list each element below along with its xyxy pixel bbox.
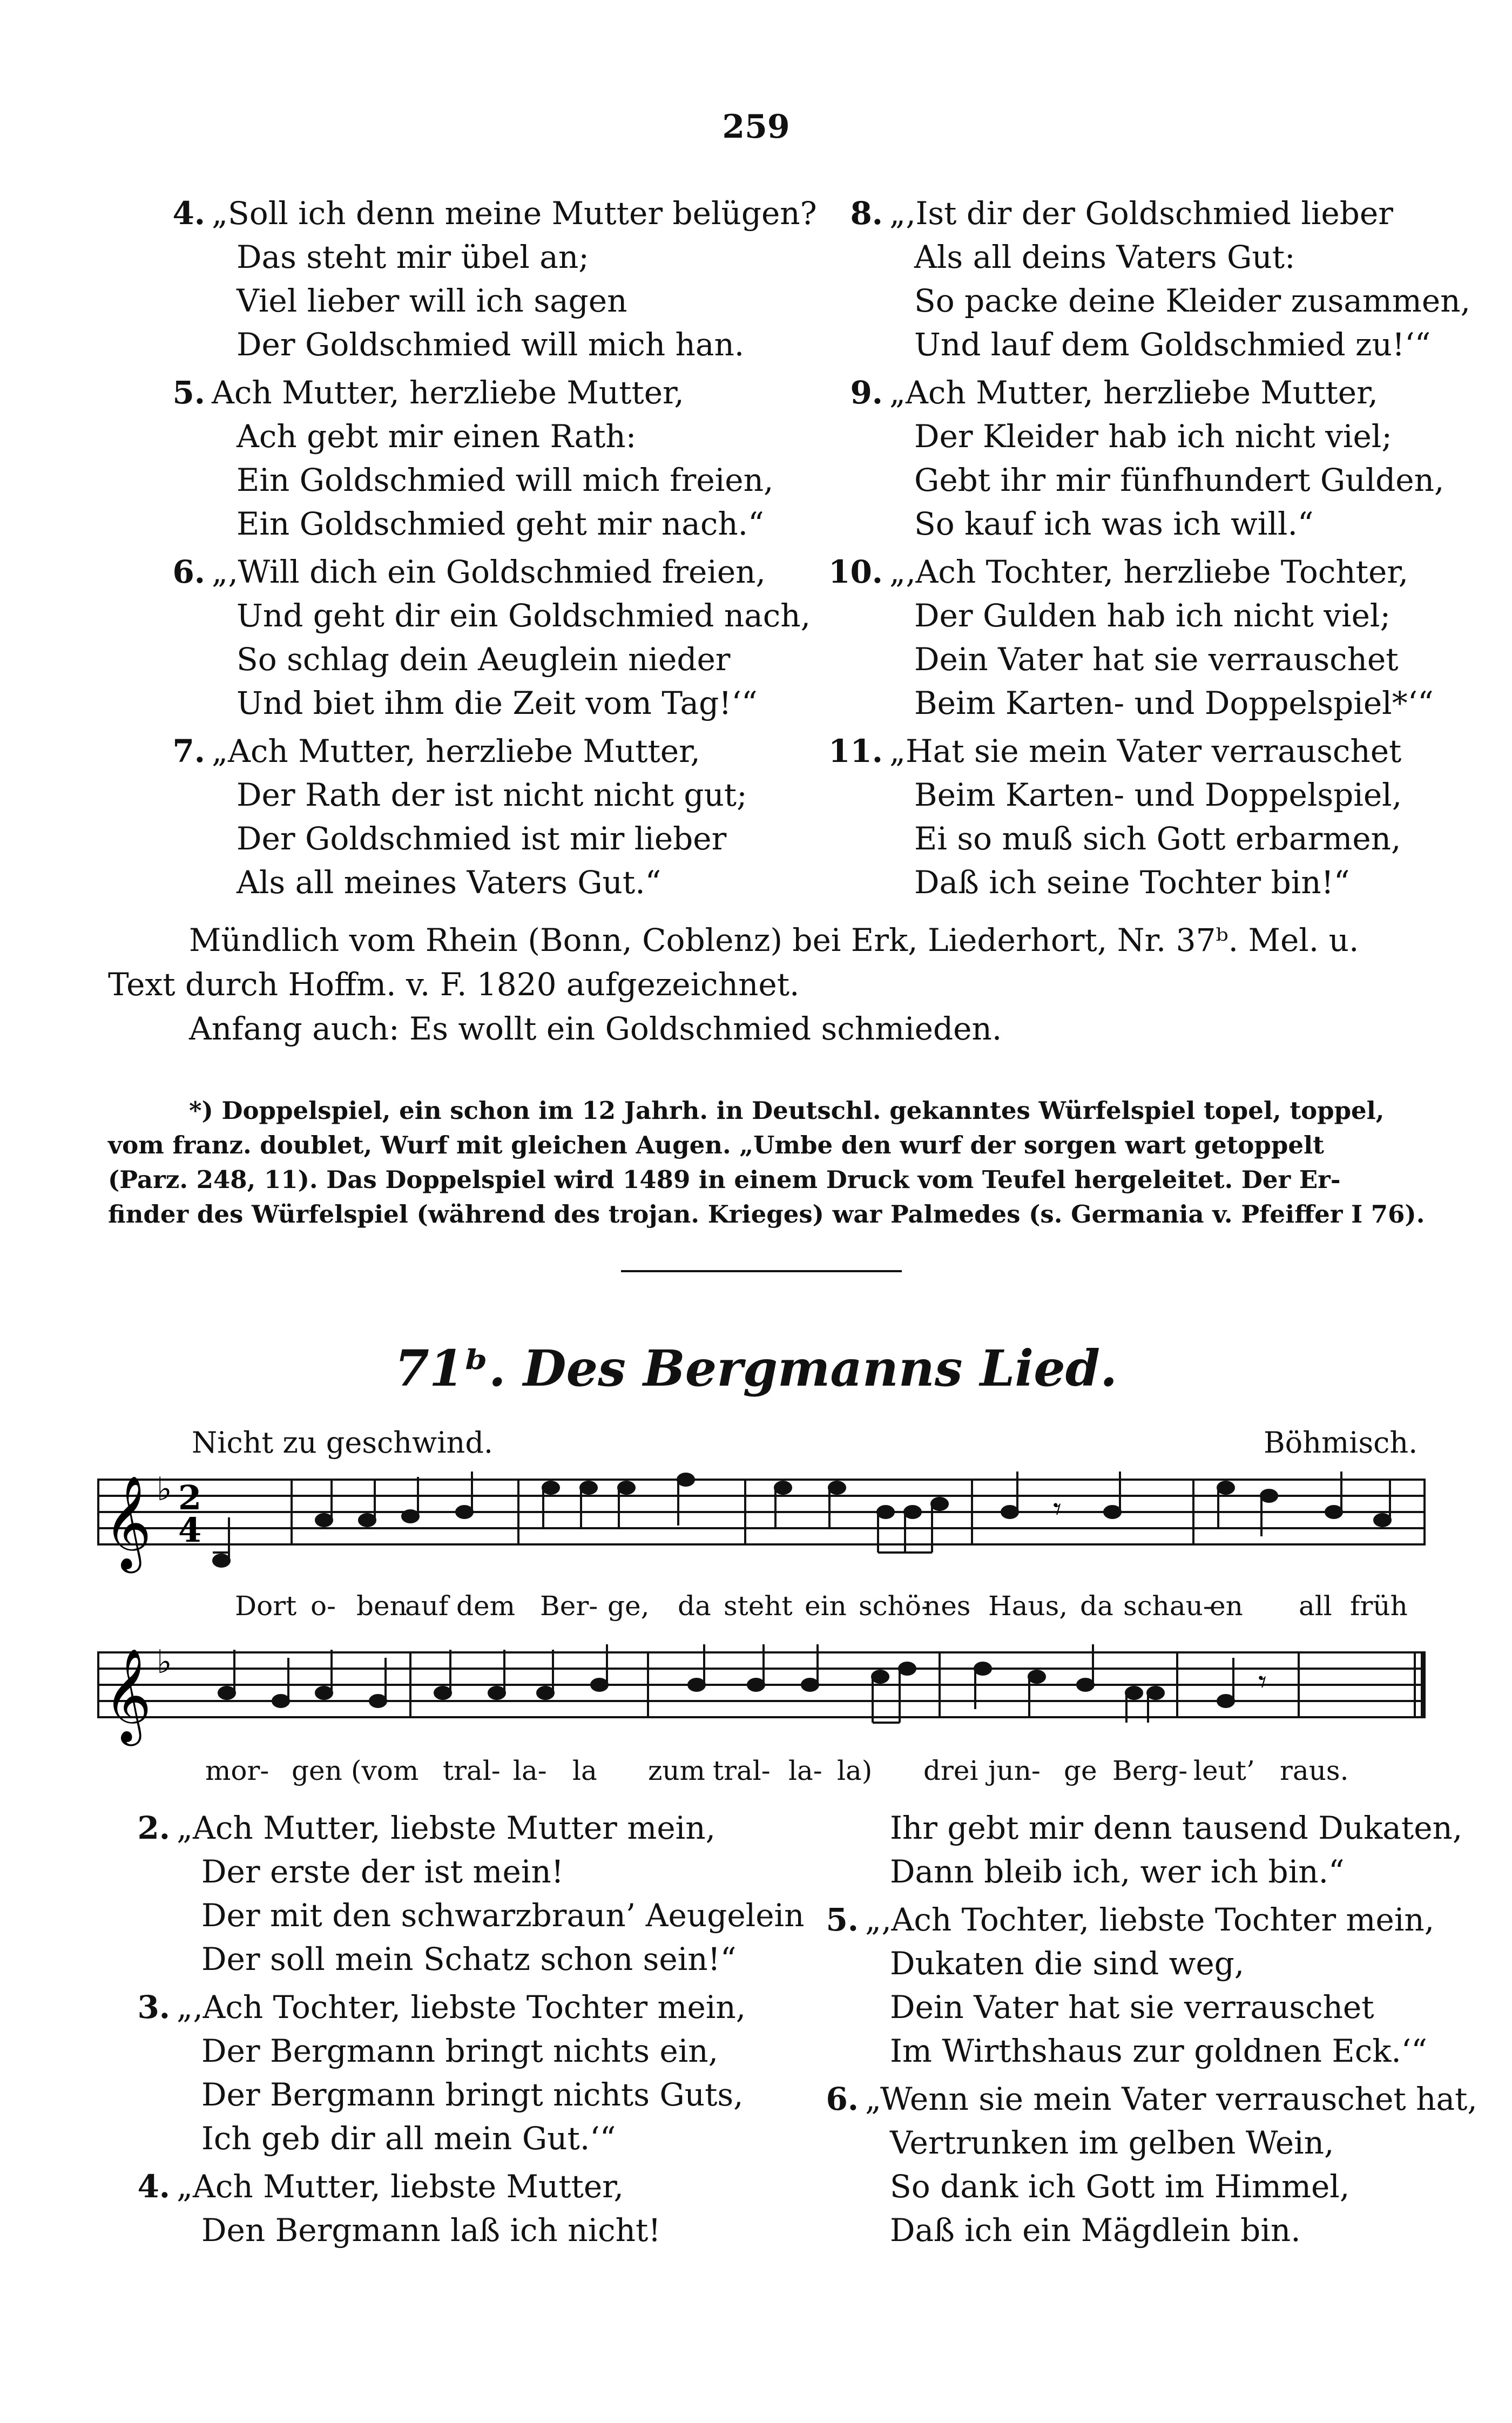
verse-text: „‚Ach Tochter, herzliebe Tochter, — [889, 554, 1409, 590]
verse-line — [162, 458, 783, 502]
verse-line — [824, 279, 1472, 323]
verse-text: Und biet ihm die Zeit vom Tag!‘“ — [237, 685, 758, 721]
eighth-rest-icon: 𝄾 — [1258, 1663, 1267, 1701]
verse-text: Der Goldschmied ist mir lieber — [237, 820, 727, 857]
time-signature-top: 2 — [178, 1478, 202, 1517]
verse-line — [162, 817, 783, 861]
verse-number: 2. — [137, 1810, 170, 1846]
verse-line — [810, 1898, 1485, 1942]
verse-text: Beim Karten- und Doppelspiel, — [914, 777, 1402, 813]
verse-line — [824, 773, 1472, 817]
verse-text: Der Goldschmied will mich han. — [237, 326, 745, 363]
footnote — [108, 1094, 1425, 1232]
verse-text: Ach Mutter, herzliebe Mutter, — [212, 374, 684, 411]
origin-marking: Böhmisch. — [1264, 1426, 1418, 1460]
lyric-syllable: gen — [292, 1755, 342, 1786]
lyrics-line-2 — [97, 1755, 1426, 1793]
verse-line — [162, 730, 783, 773]
lyric-syllable: dem — [456, 1590, 516, 1622]
verse-text: „‚Will dich ein Goldschmied freien, — [212, 554, 766, 590]
verse-line — [127, 1850, 802, 1894]
flat-icon: ♭ — [157, 1643, 172, 1681]
verse-line — [162, 415, 783, 458]
lyric-syllable: zum — [648, 1755, 705, 1786]
lyric-syllable: ge — [1064, 1755, 1097, 1786]
verse-text: Dann bleib ich, wer ich bin.“ — [890, 1853, 1345, 1890]
verse-text: Ach gebt mir einen Rath: — [237, 418, 637, 455]
verse-text: Vertrunken im gelben Wein, — [890, 2124, 1334, 2161]
verse-line — [824, 371, 1472, 415]
verse-text: Der soll mein Schatz schon sein!“ — [201, 1941, 737, 1977]
verse-number: 10. — [828, 554, 883, 590]
source-line: Mündlich vom Rhein (Bonn, Coblenz) bei Erk, Liederhort, Nr. 37ᵇ. Mel. u. — [189, 922, 1359, 959]
lyric-syllable: en — [1210, 1590, 1243, 1622]
verse-text: „‚Ach Tochter, liebste Tochter mein, — [177, 1989, 746, 2026]
verse-text: So kauf ich was ich will.“ — [914, 505, 1314, 542]
source-note — [108, 918, 1359, 1051]
verse-line — [162, 594, 811, 638]
lyric-syllable: tral- — [443, 1755, 501, 1786]
lyric-syllable: o- — [310, 1590, 336, 1622]
verse-text: Dein Vater hat sie verrauschet — [890, 1989, 1374, 2026]
music-staff-1 — [97, 1458, 1426, 1588]
verse-line — [824, 861, 1472, 905]
lyric-syllable: mor- — [205, 1755, 269, 1786]
verse-line — [127, 2209, 802, 2252]
lyric-syllable: ben — [356, 1590, 407, 1622]
lyric-syllable: (vom — [351, 1755, 419, 1786]
lyric-syllable: ge, — [608, 1590, 650, 1622]
verse-line — [824, 502, 1472, 546]
verse-text: Beim Karten- und Doppelspiel*‘“ — [914, 685, 1434, 721]
verse-text: Den Bergmann laß ich nicht! — [201, 2212, 661, 2249]
verse-text: „Ach Mutter, herzliebe Mutter, — [212, 733, 700, 770]
verse-text: So schlag dein Aeuglein nieder — [237, 641, 731, 678]
verse-line — [127, 1986, 802, 2029]
verse-line — [824, 235, 1472, 279]
lyric-syllable: drei — [923, 1755, 978, 1786]
verse-number: 3. — [137, 1989, 170, 2026]
treble-clef-icon: 𝄞 — [104, 1475, 152, 1569]
verse-text: Viel lieber will ich sagen — [237, 282, 627, 319]
lyric-syllable: la- — [513, 1755, 547, 1786]
lyric-syllable: leut’ — [1193, 1755, 1255, 1786]
verse-line — [127, 1938, 802, 1981]
verse-line — [162, 550, 783, 594]
page-number: 259 — [722, 108, 790, 146]
verse-number: 6. — [172, 554, 205, 590]
verse-number: 5. — [172, 374, 205, 411]
verse-line — [824, 638, 1472, 681]
verse-text: Der Rath der ist nicht nicht gut; — [237, 777, 747, 813]
verse-text: Das steht mir übel an; — [237, 239, 589, 275]
verse-line — [824, 730, 1472, 773]
lyric-syllable: auf — [405, 1590, 449, 1622]
verse-text: Der erste der ist mein! — [201, 1853, 564, 1890]
verse-text: Ihr gebt mir denn tausend Dukaten, — [890, 1810, 1463, 1846]
lyric-syllable: nes — [923, 1590, 971, 1622]
lyric-syllable: la — [572, 1755, 597, 1786]
verse-text: Gebt ihr mir fünfhundert Gulden, — [914, 462, 1444, 498]
verse-text: Ich geb dir all mein Gut.‘“ — [201, 2120, 616, 2157]
verse-line — [162, 371, 783, 415]
verse-line — [810, 2165, 1485, 2209]
verse-line — [127, 1806, 802, 1850]
verse-line — [162, 235, 783, 279]
music-staff-2 — [97, 1631, 1426, 1750]
verse-text: „Ach Mutter, liebste Mutter mein, — [177, 1810, 716, 1846]
verse-line — [162, 681, 783, 725]
verse-line — [127, 2029, 802, 2073]
verse-text: So dank ich Gott im Himmel, — [890, 2168, 1350, 2205]
verse-line — [162, 279, 783, 323]
verse-text: Der Kleider hab ich nicht viel; — [914, 418, 1392, 455]
lyric-syllable: ein — [805, 1590, 847, 1622]
footnote-line: *) Doppelspiel, ein schon im 12 Jahrh. in Deutschl. gekanntes Würfelspiel topel, toppel, — [189, 1096, 1385, 1125]
lyrics-line-1 — [97, 1590, 1426, 1628]
verse-text: Als all deins Vaters Gut: — [914, 239, 1295, 275]
verse-text: Ei so muß sich Gott erbarmen, — [914, 820, 1401, 857]
verse-line — [810, 2121, 1485, 2165]
verse-number: 4. — [137, 2168, 170, 2205]
verse-text: Daß ich seine Tochter bin!“ — [914, 864, 1350, 901]
lyric-syllable: schö- — [859, 1590, 930, 1622]
source-line: Text durch Hoffm. v. F. 1820 aufgezeichnet. — [108, 966, 800, 1003]
lyric-syllable: jun- — [988, 1755, 1041, 1786]
verse-text: Der Gulden hab ich nicht viel; — [914, 597, 1391, 634]
footnote-line: vom franz. doublet, Wurf mit gleichen Augen. „Umbe den wurf der sorgen wart getoppelt — [108, 1131, 1324, 1159]
verses-top-left — [162, 192, 817, 909]
verse-line — [162, 638, 783, 681]
verse-line — [824, 550, 1472, 594]
verse-number: 9. — [850, 374, 883, 411]
verse-line — [824, 415, 1472, 458]
verses-bottom-right — [810, 1806, 1485, 2257]
verse-number: 6. — [826, 2081, 859, 2117]
lyric-syllable: la- — [788, 1755, 822, 1786]
verse-text: „‚Ach Tochter, liebste Tochter mein, — [865, 1901, 1435, 1938]
verse-text: Als all meines Vaters Gut.“ — [237, 864, 662, 901]
verse-line — [824, 458, 1472, 502]
verse-text: Daß ich ein Mägdlein bin. — [890, 2212, 1301, 2249]
verses-top-right — [824, 192, 1472, 909]
verse-line — [824, 681, 1472, 725]
verse-line — [824, 817, 1472, 861]
verse-line — [824, 594, 1472, 638]
verse-number: 4. — [172, 195, 205, 232]
verse-line — [127, 1894, 805, 1938]
lyric-syllable: da — [678, 1590, 711, 1622]
verse-text: „Ach Mutter, herzliebe Mutter, — [889, 374, 1378, 411]
verse-text: Der Bergmann bringt nichts ein, — [201, 2033, 719, 2069]
verse-line — [127, 2165, 802, 2209]
verse-line — [810, 1806, 1485, 1850]
verse-line — [162, 323, 783, 367]
verse-line — [810, 1942, 1485, 1986]
lyric-syllable: steht — [724, 1590, 793, 1622]
verse-line — [162, 502, 783, 546]
lyric-syllable: tral- — [713, 1755, 771, 1786]
source-line: Anfang auch: Es wollt ein Goldschmied schmieden. — [189, 1010, 1002, 1047]
verse-text: Und lauf dem Goldschmied zu!‘“ — [914, 326, 1431, 363]
verse-line — [810, 1850, 1485, 1894]
verse-text: Ein Goldschmied geht mir nach.“ — [237, 505, 764, 542]
verse-line — [810, 1986, 1485, 2029]
verse-text: „Wenn sie mein Vater verrauschet hat, — [865, 2081, 1477, 2117]
separator-rule — [621, 1270, 902, 1272]
verse-text: Dukaten die sind weg, — [890, 1945, 1245, 1982]
verse-text: Und geht dir ein Goldschmied nach, — [237, 597, 811, 634]
verse-text: Der mit den schwarzbraun’ Aeugelein — [201, 1897, 805, 1934]
verse-line — [810, 2077, 1485, 2121]
verse-line — [162, 861, 783, 905]
lyric-syllable: Berg- — [1112, 1755, 1188, 1786]
verse-text: Im Wirthshaus zur goldnen Eck.‘“ — [890, 2033, 1427, 2069]
lyric-syllable: schau- — [1123, 1590, 1212, 1622]
verse-text: Ein Goldschmied will mich freien, — [237, 462, 774, 498]
verse-line — [824, 323, 1472, 367]
lyric-syllable: raus. — [1280, 1755, 1349, 1786]
verses-bottom-left — [127, 1806, 805, 2257]
verse-line — [810, 2209, 1485, 2252]
footnote-line: (Parz. 248, 11). Das Doppelspiel wird 1489 in einem Druck vom Teufel hergeleitet. Der Er- — [108, 1165, 1341, 1194]
verse-number: 8. — [850, 195, 883, 232]
verse-line — [127, 2117, 802, 2161]
flat-icon: ♭ — [157, 1470, 172, 1508]
verse-line — [162, 192, 817, 235]
verse-text: „Soll ich denn meine Mutter belügen? — [212, 195, 817, 232]
lyric-syllable: all — [1299, 1590, 1332, 1622]
lyric-syllable: Dort — [235, 1590, 297, 1622]
verse-line — [162, 773, 783, 817]
verse-number: 5. — [826, 1901, 859, 1938]
verse-text: Dein Vater hat sie verrauschet — [914, 641, 1399, 678]
verse-text: Der Bergmann bringt nichts Guts, — [201, 2076, 744, 2113]
lyric-syllable: da — [1080, 1590, 1113, 1622]
verse-text: So packe deine Kleider zusammen, — [914, 282, 1471, 319]
footnote-line: finder des Würfelspiel (während des trojan. Krieges) war Palmedes (s. Germania v. Pfeiffer I 76). — [108, 1200, 1425, 1229]
lyric-syllable: früh — [1350, 1590, 1408, 1622]
time-signature-bottom: 4 — [178, 1510, 202, 1550]
lyric-syllable: la) — [837, 1755, 873, 1786]
lyric-syllable: Ber- — [540, 1590, 598, 1622]
verse-text: „Hat sie mein Vater verrauschet — [889, 733, 1402, 770]
verse-line — [127, 2073, 802, 2117]
eighth-rest-icon: 𝄾 — [1053, 1490, 1062, 1528]
verse-number: 7. — [172, 733, 205, 770]
verse-line — [810, 2029, 1485, 2073]
verse-text: „‚Ist dir der Goldschmied lieber — [889, 195, 1393, 232]
tempo-marking: Nicht zu geschwind. — [192, 1426, 494, 1460]
treble-clef-icon: 𝄞 — [104, 1648, 152, 1742]
verse-number: 11. — [828, 733, 883, 770]
verse-line — [824, 192, 1472, 235]
lyric-syllable: Haus, — [988, 1590, 1068, 1622]
verse-text: „Ach Mutter, liebste Mutter, — [177, 2168, 624, 2205]
song-title: 71ᵇ. Des Bergmanns Lied. — [394, 1339, 1118, 1398]
